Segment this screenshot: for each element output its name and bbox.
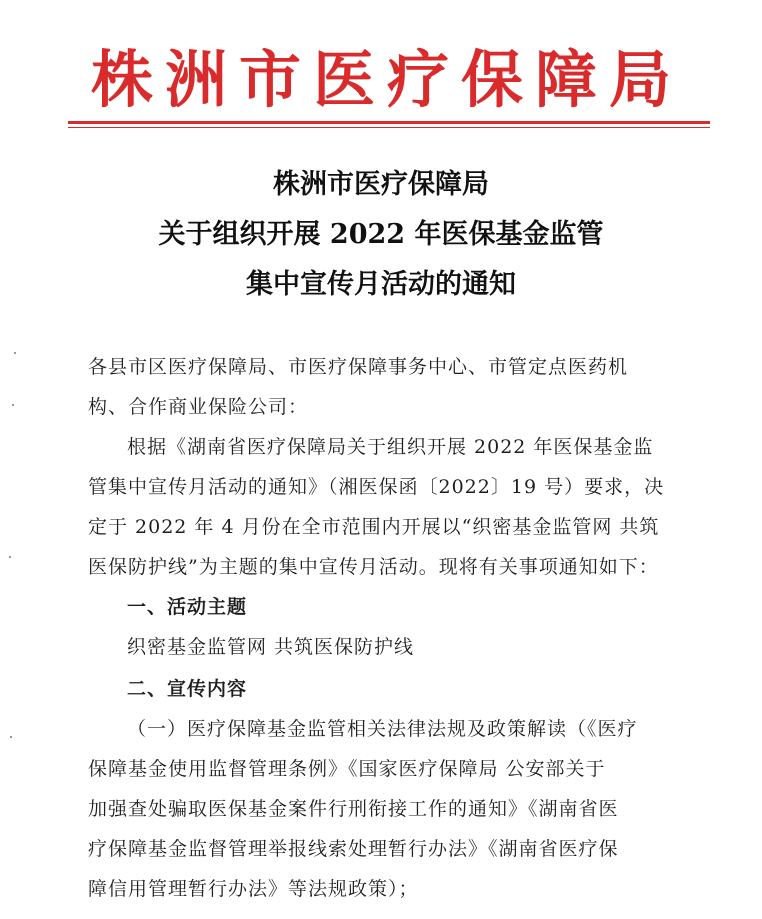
notice-title-line-2: 关于组织开展 2022 年医保基金监管 [158, 219, 604, 250]
scan-speck [10, 736, 12, 738]
scan-speck [12, 404, 14, 406]
item-1-line-2: 保障基金使用监督管理条例》《国家医疗保障局 公安部关于 [88, 758, 606, 780]
item-1-line-4: 疗保障基金监督管理举报线索处理暂行办法》《湖南省医疗保 [88, 838, 619, 860]
letterhead-title: 株洲市医疗保障局 [90, 43, 683, 116]
salutation-line-2: 构、合作商业保险公司： [88, 396, 309, 418]
item-1-line-3: 加强查处骗取医保基金案件行刑衔接工作的通知》《湖南省医 [88, 798, 619, 820]
paragraph-1-line-4: 医保防护线”为主题的集中宣传月活动。现将有关事项通知如下： [88, 556, 659, 578]
item-1-line-5: 障信用管理暂行办法》等法规政策）； [88, 878, 419, 900]
letterhead-rule-thin [68, 127, 710, 128]
salutation-line-1: 各县市区医疗保障局、市医疗保障事务中心、市管定点医药机 [88, 356, 629, 378]
letterhead-rule-thick [68, 121, 710, 124]
item-1-line-1: （一）医疗保障基金监管相关法律法规及政策解读（《医疗 [127, 718, 638, 740]
section-1-text: 织密基金监管网 共筑医保防护线 [127, 636, 415, 658]
paragraph-1-line-1: 根据《湖南省医疗保障局关于组织开展 2022 年医保基金监 [127, 436, 654, 458]
section-2-heading: 二、宣传内容 [127, 678, 248, 700]
section-1-heading: 一、活动主题 [127, 596, 248, 618]
paragraph-1-line-3: 定于 2022 年 4 月份在全市范围内开展以“织密基金监管网 共筑 [88, 516, 660, 538]
notice-title-line-1: 株洲市医疗保障局 [273, 169, 489, 200]
notice-title-line-3: 集中宣传月活动的通知 [246, 269, 516, 300]
scan-speck [14, 352, 16, 354]
scan-speck [9, 556, 11, 558]
paragraph-1-line-2: 管集中宣传月活动的通知》（湘医保函〔2022〕19 号）要求，决 [88, 476, 665, 498]
